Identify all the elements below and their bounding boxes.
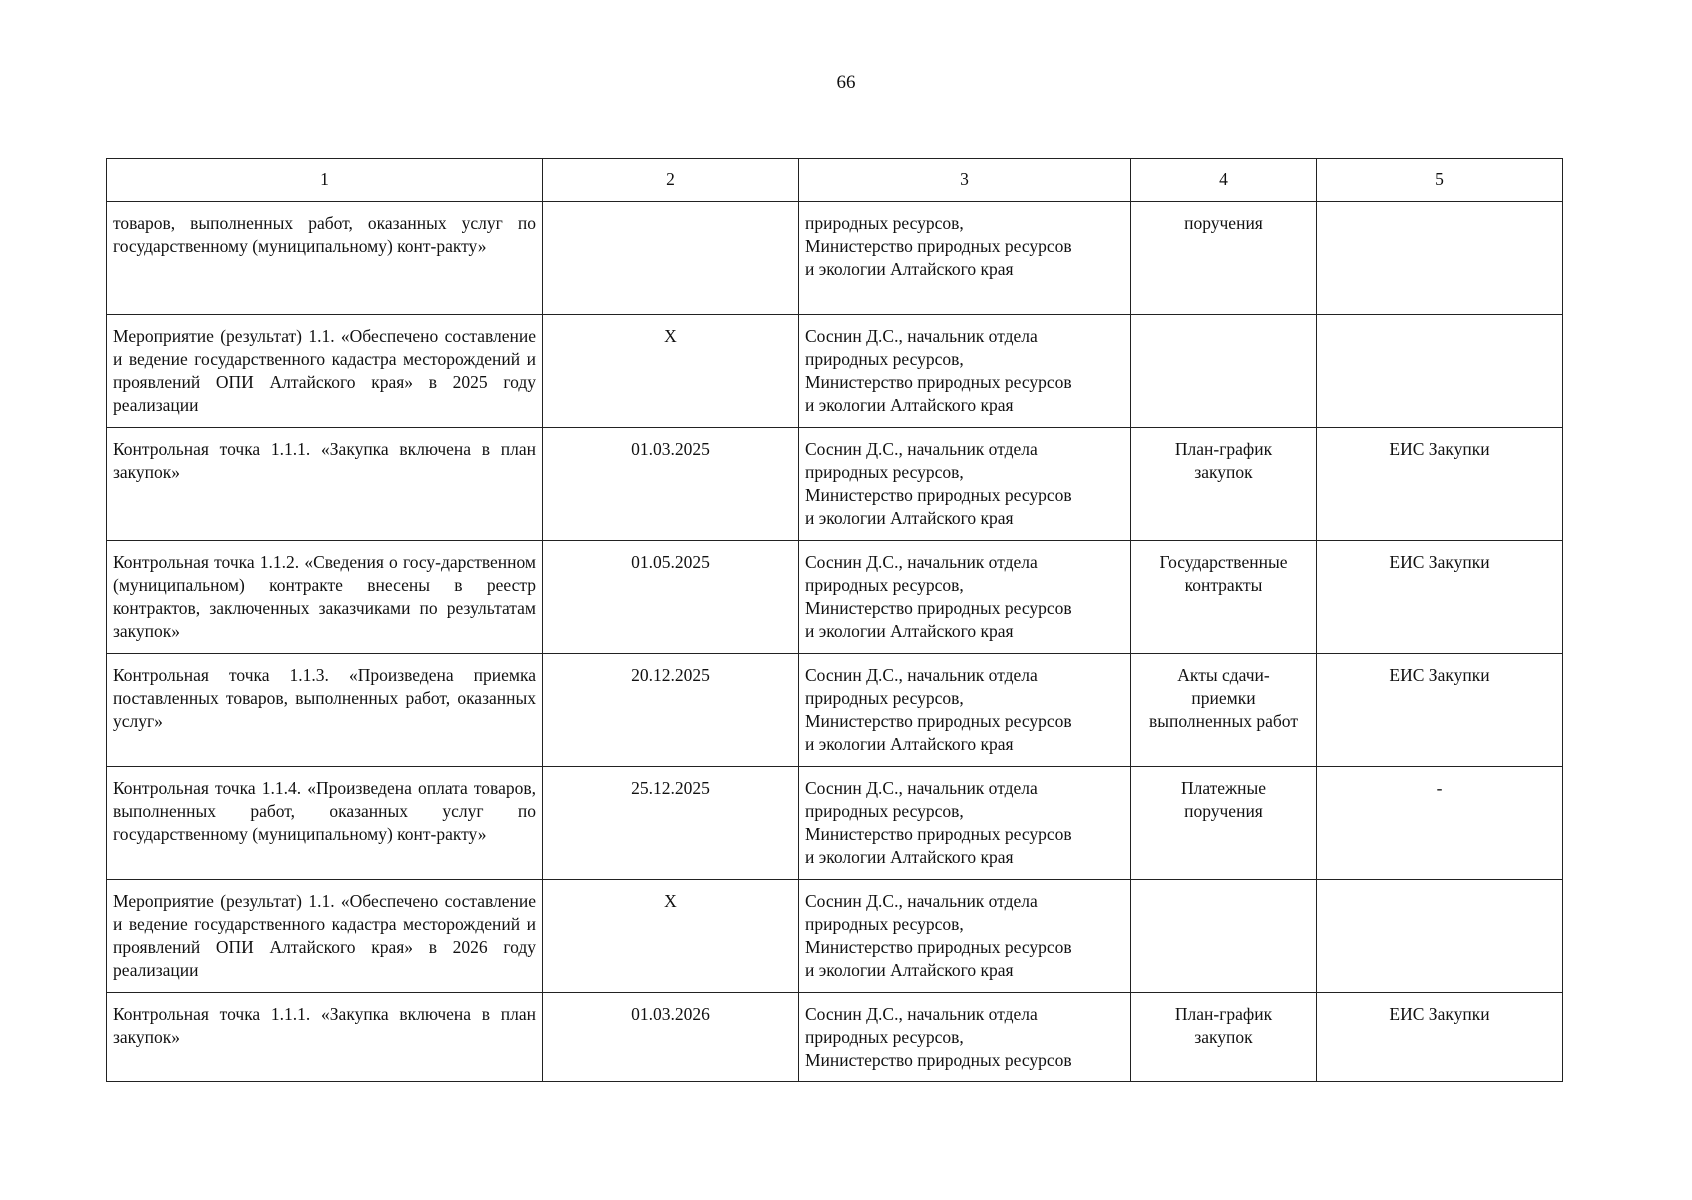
cell-description: товаров, выполненных работ, оказанных услуг по государственному (муниципальному) конт-ракту» [107,202,543,315]
cell-description: Контрольная точка 1.1.1. «Закупка включена в план закупок» [107,428,543,541]
cell-date: X [543,880,799,993]
table-row [107,993,1563,1082]
cell-responsible: Соснин Д.С., начальник отдела природных ресурсов, Министерство природных ресурсов и экологии Алтайского края [799,541,1131,654]
cell-description: Контрольная точка 1.1.3. «Произведена приемка поставленных товаров, выполненных работ, оказанных услуг» [107,654,543,767]
cell-info-system: ЕИС Закупки [1317,654,1563,767]
cell-date [543,202,799,315]
cell-date: 01.03.2026 [543,993,799,1082]
table-row [107,880,1563,993]
table-row [107,202,1563,315]
table-row [107,428,1563,541]
cell-info-system [1317,880,1563,993]
cell-responsible: Соснин Д.С., начальник отдела природных ресурсов, Министерство природных ресурсов и экологии Алтайского края [799,880,1131,993]
cell-date: 01.03.2025 [543,428,799,541]
cell-responsible: Соснин Д.С., начальник отдела природных ресурсов, Министерство природных ресурсов и экологии Алтайского края [799,654,1131,767]
column-header-5: 5 [1317,159,1563,202]
cell-responsible: Соснин Д.С., начальник отдела природных ресурсов, Министерство природных ресурсов и экологии Алтайского края [799,428,1131,541]
cell-info-system: ЕИС Закупки [1317,541,1563,654]
cell-document: План-график закупок [1131,993,1317,1082]
cell-info-system: - [1317,767,1563,880]
cell-responsible: Соснин Д.С., начальник отдела природных ресурсов, Министерство природных ресурсов и экологии Алтайского края [799,767,1131,880]
cell-description: Мероприятие (результат) 1.1. «Обеспечено составление и ведение государственного кадастра месторождений и проявлений ОПИ Алтайского края» в 2025 году реализации [107,315,543,428]
cell-date: X [543,315,799,428]
cell-document: Платежные поручения [1131,767,1317,880]
table-row [107,315,1563,428]
cell-info-system [1317,202,1563,315]
table-row [107,654,1563,767]
column-header-3: 3 [799,159,1131,202]
column-header-4: 4 [1131,159,1317,202]
cell-responsible: природных ресурсов, Министерство природных ресурсов и экологии Алтайского края [799,202,1131,315]
table-row [107,541,1563,654]
cell-document: Государственные контракты [1131,541,1317,654]
cell-info-system: ЕИС Закупки [1317,428,1563,541]
cell-responsible: Соснин Д.С., начальник отдела природных ресурсов, Министерство природных ресурсов [799,993,1131,1082]
column-header-1: 1 [107,159,543,202]
table-header-row [107,159,1563,202]
cell-date: 25.12.2025 [543,767,799,880]
cell-document [1131,315,1317,428]
cell-document: План-график закупок [1131,428,1317,541]
page-number: 66 [836,72,856,93]
column-header-2: 2 [543,159,799,202]
cell-date: 20.12.2025 [543,654,799,767]
cell-document: поручения [1131,202,1317,315]
cell-info-system [1317,315,1563,428]
cell-description: Контрольная точка 1.1.2. «Сведения о госу-дарственном (муниципальном) контракте внесены в реестр контрактов, заключенных заказчиками по результатам закупок» [107,541,543,654]
cell-document: Акты сдачи- приемки выполненных работ [1131,654,1317,767]
cell-date: 01.05.2025 [543,541,799,654]
cell-responsible: Соснин Д.С., начальник отдела природных ресурсов, Министерство природных ресурсов и экологии Алтайского края [799,315,1131,428]
cell-description: Мероприятие (результат) 1.1. «Обеспечено составление и ведение государственного кадастра месторождений и проявлений ОПИ Алтайского края» в 2026 году реализации [107,880,543,993]
table-row [107,767,1563,880]
cell-document [1131,880,1317,993]
cell-description: Контрольная точка 1.1.4. «Произведена оплата товаров, выполненных работ, оказанных услуг по государственному (муниципальному) конт-ракту» [107,767,543,880]
cell-info-system: ЕИС Закупки [1317,993,1563,1082]
cell-description: Контрольная точка 1.1.1. «Закупка включена в план закупок» [107,993,543,1082]
document-table [106,158,1563,1082]
